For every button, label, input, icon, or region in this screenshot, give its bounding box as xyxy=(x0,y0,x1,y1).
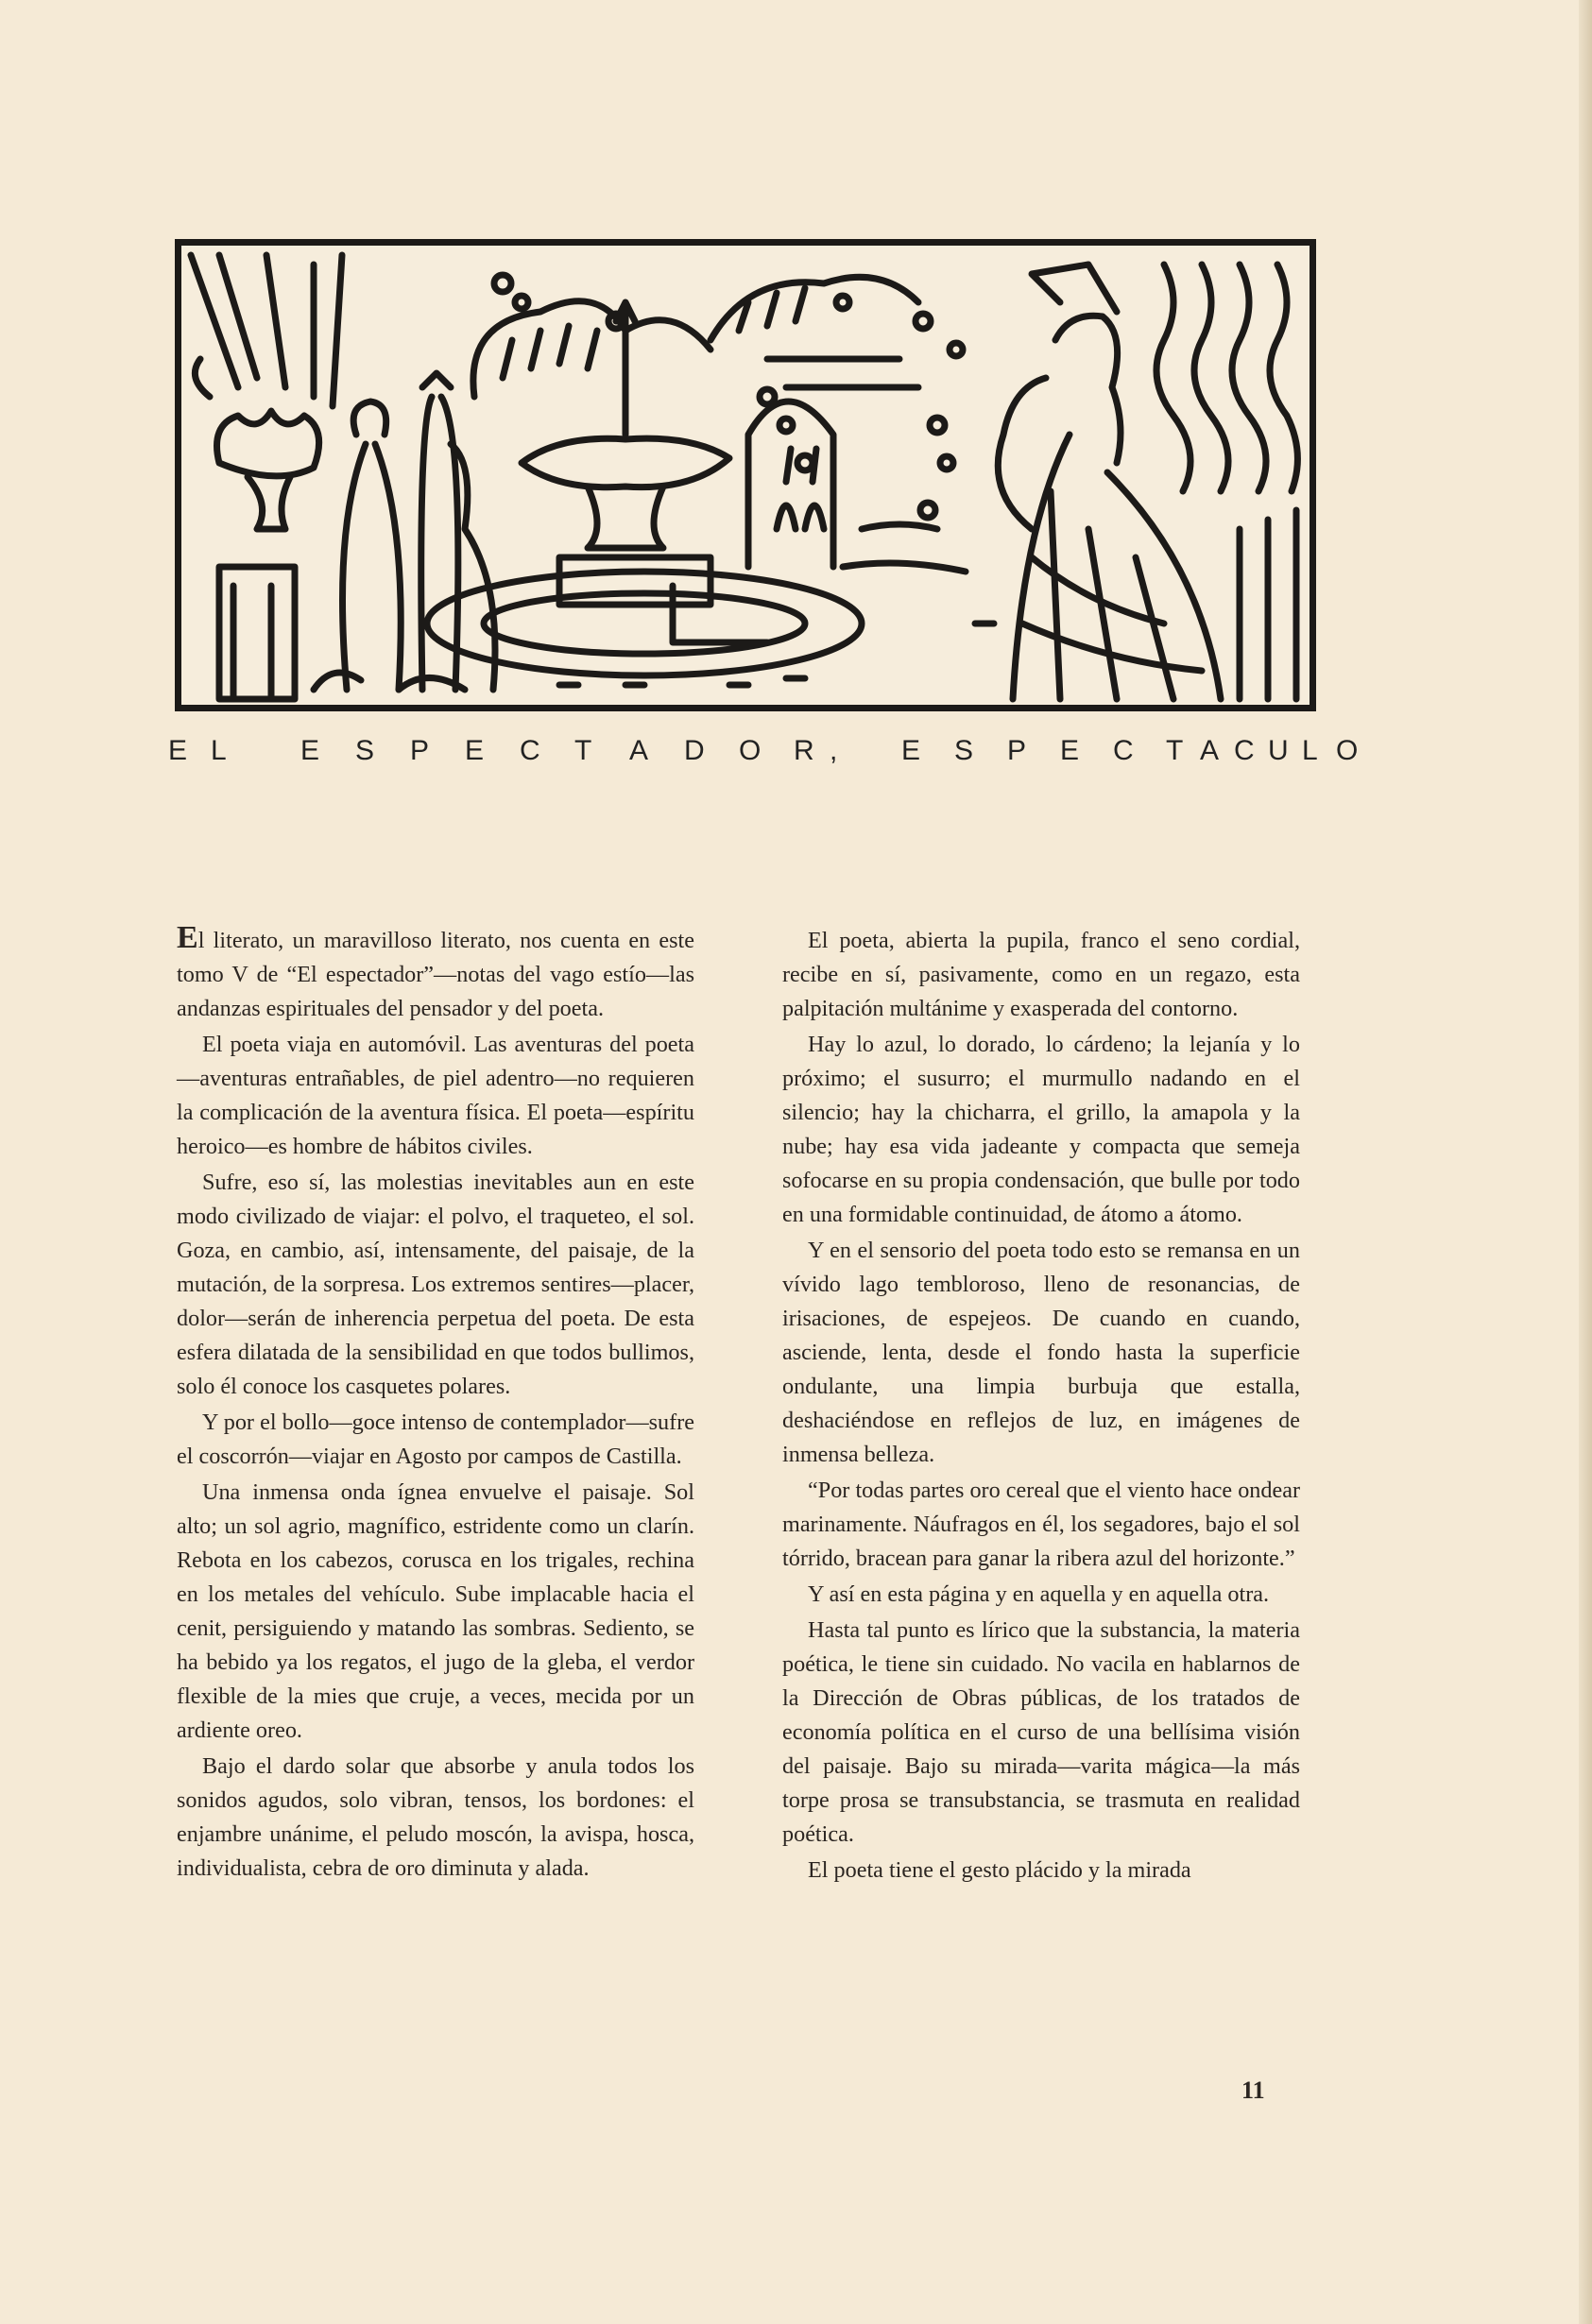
garden-fountain-icon xyxy=(181,246,1310,705)
caption-letter: E xyxy=(300,735,320,766)
paragraph: Hasta tal punto es lírico que la substancia, la materia poética, le tiene sin cuidado. No vacila en hablarnos de la Dirección de Obras públicas, de los tratados de economía política en el curso de una bellísima visión del paisaje. Bajo su mirada—varita mágica—la más torpe prosa se transubstancia, se trasmuta en realidad poética. xyxy=(782,1617,1300,1847)
paragraph: Sufre, eso sí, las molestias inevitables aun en este modo civilizado de viajar: el polvo, el traqueteo, el sol. Goza, en cambio, así, intensamente, del paisaje, de la mutación, de la sorpresa. Los extremos sentires—placer, dolor—serán de inherencia perpetua del poeta. De esta esfera dilatada de la sensibilidad en que todos bullimos, solo él conoce los casquetes polares. xyxy=(177,1170,694,1399)
woodcut-illustration xyxy=(175,239,1316,711)
caption-letter: C xyxy=(1113,735,1134,766)
caption-letter: E xyxy=(168,735,188,766)
caption-letter: A xyxy=(629,735,649,766)
caption-letter: C xyxy=(520,735,540,766)
paragraph: El poeta viaja en automóvil. Las aventuras del poeta—aventuras entrañables, de piel adentro—no requieren la complicación de la aventura física. El poeta—espíritu heroico—es hombre de hábitos civiles. xyxy=(177,1032,694,1159)
page-edge xyxy=(1579,0,1592,2324)
caption-letter: P xyxy=(410,735,430,766)
caption-letter: E xyxy=(901,735,921,766)
paragraph: El poeta, abierta la pupila, franco el seno cordial, recibe en sí, pasivamente, como en un regazo, esta palpitación multánime y exasperada del contorno. xyxy=(782,928,1300,1021)
paragraph: Y así en esta página y en aquella y en aquella otra. xyxy=(808,1581,1270,1607)
caption-letter: C xyxy=(1234,735,1255,766)
paragraph: Y por el bollo—goce intenso de contemplador—sufre el coscorrón—viajar en Agosto por campos de Castilla. xyxy=(177,1410,694,1469)
caption-letter: R xyxy=(794,735,814,766)
caption-letter: T xyxy=(1166,735,1184,766)
paragraph-text: l literato, un maravilloso literato, nos cuenta en este tomo V de “El espectador”—notas del vago estío—las andanzas espirituales del pensador y del poeta. xyxy=(177,928,694,1021)
paragraph: “Por todas partes oro cereal que el viento hace ondear marinamente. Náufragos en él, los segadores, bajo el sol tórrido, bracean para ganar la ribera azul del horizonte.” xyxy=(782,1478,1300,1571)
caption-letter: E xyxy=(1060,735,1080,766)
paragraph: Y en el sensorio del poeta todo esto se remansa en un vívido lago tembloroso, lleno de resonancias, de irisaciones, de espejeos. De cuando en cuando, asciende, lenta, desde el fondo hasta la superficie ondulante, una limpia burbuja que estalla, deshaciéndose en reflejos de luz, en imágenes de inmensa belleza. xyxy=(782,1238,1300,1467)
caption-letter: S xyxy=(355,735,375,766)
page-number: 11 xyxy=(1241,2076,1265,2104)
caption-letter: A xyxy=(1200,735,1220,766)
caption-letter: E xyxy=(465,735,485,766)
left-column xyxy=(177,920,694,1886)
paragraph: Bajo el dardo solar que absorbe y anula todos los sonidos agudos, solo vibran, tensos, los bordones: el enjambre unánime, el peludo moscón, la avispa, hosca, individualista, cebra de oro diminuta y alada. xyxy=(177,1753,694,1881)
caption-letter: L xyxy=(1302,735,1318,766)
illustration-caption xyxy=(168,735,1359,782)
caption-letter: D xyxy=(684,735,705,766)
caption-letter: T xyxy=(574,735,592,766)
paragraph: Una inmensa onda ígnea envuelve el paisaje. Sol alto; un sol agrio, magnífico, estridente como un clarín. Rebota en los cabezos, corusca en los trigales, rechina en los metales del vehículo. Sube implacable hacia el cenit, persiguiendo y matando las sombras. Sediento, se ha bebido ya los regatos, el jugo de la gleba, el verdor flexible de la mies que cruje, a veces, mecida por un ardiente oreo. xyxy=(177,1479,694,1743)
paragraph xyxy=(177,920,694,1026)
caption-letter: S xyxy=(954,735,974,766)
caption-letter: , xyxy=(830,735,838,766)
drop-cap: E xyxy=(177,920,198,955)
caption-letter: L xyxy=(211,735,227,766)
caption-letter: O xyxy=(739,735,762,766)
paragraph: El poeta tiene el gesto plácido y la mirada xyxy=(808,1857,1191,1883)
right-column xyxy=(782,924,1300,1888)
paragraph: Hay lo azul, lo dorado, lo cárdeno; la lejanía y lo próximo; el susurro; el murmullo nadando en el silencio; hay la chicharra, el grillo, la amapola y la nube; hay esa vida jadeante y compacta que semeja sofocarse en su propia condensación, que bulle por todo en una formidable continuidad, de átomo a átomo. xyxy=(782,1032,1300,1227)
caption-letter: P xyxy=(1007,735,1027,766)
caption-letter: O xyxy=(1336,735,1359,766)
caption-letter: U xyxy=(1268,735,1289,766)
